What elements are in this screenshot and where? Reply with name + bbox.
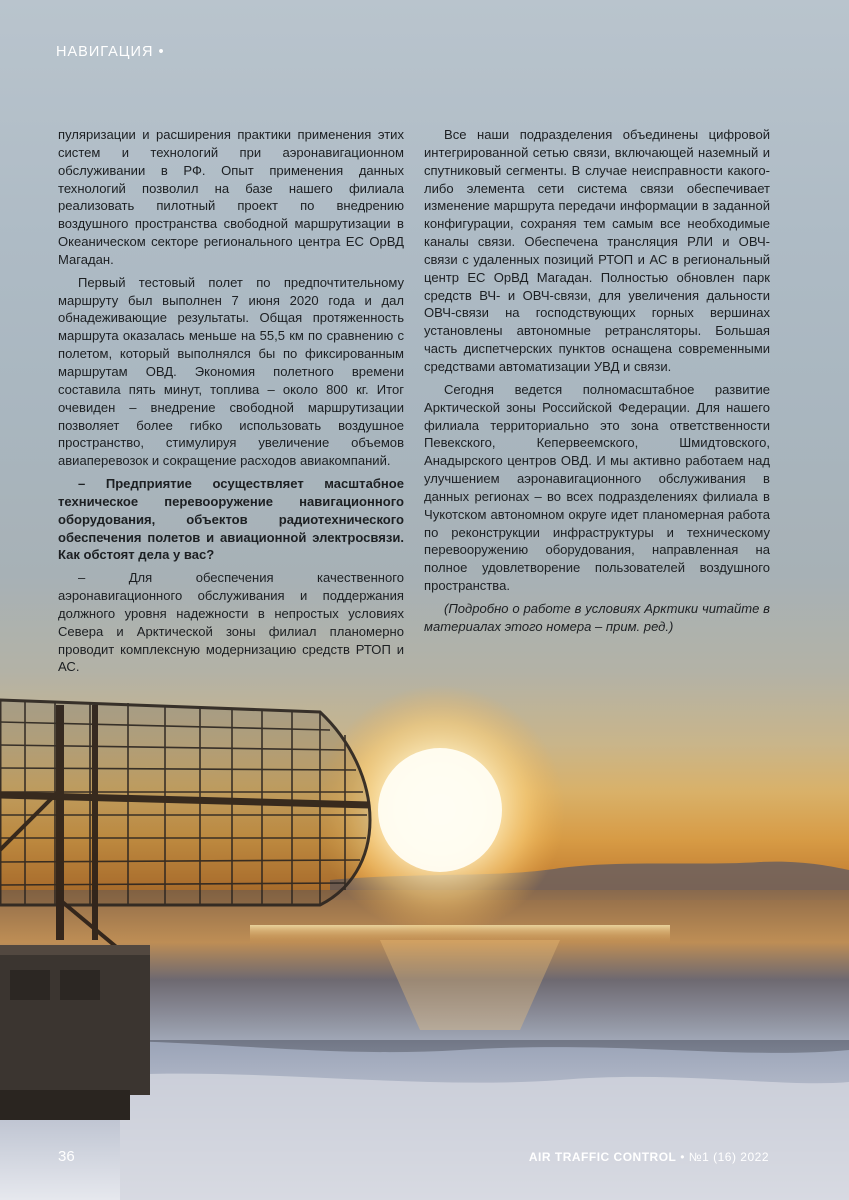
radar-cabin — [0, 945, 150, 1120]
magazine-footer — [529, 1150, 769, 1164]
interview-question: – Предприятие осуществляет масштабное техническое перевооружение навигационного оборудования, объектов радиотехнического обеспечения полетов и авиационной электросвязи. Как обстоят дела у вас? — [58, 476, 404, 563]
section-header: НАВИГАЦИЯ • — [56, 44, 165, 60]
editor-note: (Подробно о работе в условиях Арктики читайте в материалах этого номера – прим. ред.) — [424, 600, 770, 634]
paragraph: Все наши подразделения объединены цифровой интегрированной сетью связи, включающей наземный и спутниковый сегменты. В случае неисправности какого-либо элемента сети система связи обеспечивает изменение маршрута передачи информации в заданной конфигурации, сохраняя тем самым все необходимые каналы связи. Обеспечена трансляция РЛИ и ОВЧ-связи с удаленных позиций РТОП и АС в региональный центр ЕС ОрВД Магадан. Полностью обновлен парк средств ВЧ- и ОВЧ-связи, для увеличения дальности ОВЧ-связи на господствующих горных вершинах установлены автономные ретрансляторы. Большая часть диспетчерских пунктов оснащена современными средствами автоматизации УВД и связи. — [424, 127, 770, 374]
paragraph: Сегодня ведется полномасштабное развитие Арктической зоны Российской Федерации. Для нашего филиала территориально это зона ответственности Певекского, Кепервеемского, Шмидтовского, Анадырского центров ОВД. И мы активно работаем над улучшением аэронавигационного обслуживания в данных регионах – во всех подразделениях филиала в Чукотском автономном округе идет планомерная работа по реконструкции инфраструктуры и техническому перевооружению оборудования, направленная на полное удовлетворение пользователей воздушного пространства. — [424, 381, 770, 594]
right-column — [424, 126, 770, 641]
paragraph: пуляризации и расширения практики применения этих систем и технологий при аэронавигационном обслуживании в РФ. Опыт применения данных технологий позволил на базе нашего филиала реализовать пилотный проект по внедрению воздушного пространства свободной маршрутизации в Океаническом секторе регионального центра ЕС ОрВД Магадан. — [58, 127, 404, 267]
magazine-name: AIR TRAFFIC CONTROL — [528, 1150, 677, 1164]
issue-number: • №1 (16) 2022 — [680, 1150, 769, 1164]
paragraph: Первый тестовый полет по предпочтительному маршруту был выполнен 7 июня 2020 года и дал обнадеживающие результаты. Общая протяженность маршрута оказалась меньше на 55,5 км по сравнению с полетом, который выполнялся бы по фиксированным маршрутам ОВД. Экономия полетного времени составила пять минут, топлива – около 800 кг. Итог очевиден – внедрение свободной маршрутизации позволяет более гибко использовать воздушное пространство, стимулируя увеличение объемов авиаперевозок и сокращение расходов авиакомпаний. — [58, 274, 404, 469]
paragraph: – Для обеспечения качественного аэронавигационного обслуживания и поддержания должного уровня надежности в непростых условиях Севера и Арктической зоны филиал планомерно проводит комплексную модернизацию средств РТОП и АС. — [58, 570, 404, 675]
page-number: 36 — [58, 1148, 75, 1165]
left-column — [58, 126, 404, 681]
